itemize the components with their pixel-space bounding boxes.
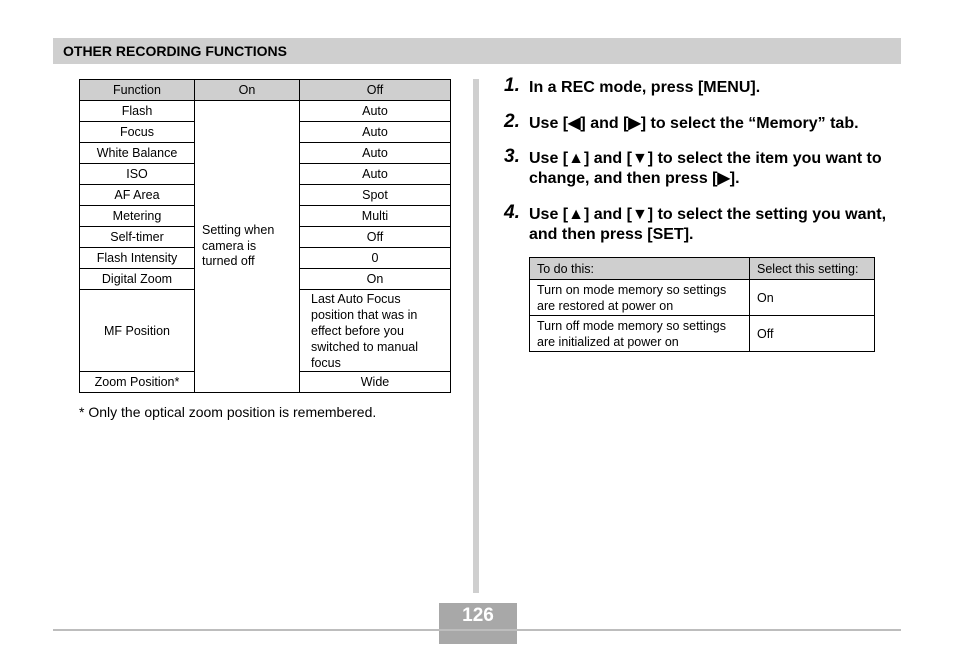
setting-cell: On [750,280,875,316]
off-cell: Spot [300,185,451,206]
column-header-action: To do this: [530,258,750,280]
step-number: 4. [504,202,520,223]
section-header: OTHER RECORDING FUNCTIONS [53,38,901,64]
column-header-setting: Select this setting: [750,258,875,280]
column-header-function: Function [80,80,195,101]
memory-table-header [530,258,875,280]
step-text: Use [▲] and [▼] to select the item you want to change, and then press [▶]. [529,150,882,187]
off-cell: Auto [300,143,451,164]
function-cell: Flash [80,101,195,122]
column-header-off: Off [300,80,451,101]
step-text: Use [▲] and [▼] to select the setting you want, and then press [SET]. [529,206,887,243]
off-cell: Wide [300,372,451,393]
function-cell: Metering [80,206,195,227]
off-cell: On [300,269,451,290]
off-cell: Last Auto Focus position that was in effect before you switched to manual focus [300,290,451,372]
off-cell: Auto [300,122,451,143]
function-cell: Zoom Position* [80,372,195,393]
off-cell: Multi [300,206,451,227]
table-row [80,101,451,122]
off-cell: Auto [300,164,451,185]
step-number: 1. [504,75,520,96]
step-number: 3. [504,146,520,167]
page-number-tab [439,631,517,644]
table-row [530,316,875,352]
function-table [79,79,451,393]
setting-cell: Off [750,316,875,352]
function-cell: MF Position [80,290,195,372]
footnote: * Only the optical zoom position is remembered. [79,404,377,420]
column-divider [473,79,479,593]
action-cell: Turn off mode memory so settings are initialized at power on [530,316,750,352]
column-header-on: On [195,80,300,101]
function-cell: Digital Zoom [80,269,195,290]
off-cell: Off [300,227,451,248]
off-cell: Auto [300,101,451,122]
function-cell: Flash Intensity [80,248,195,269]
action-cell: Turn on mode memory so settings are restored at power on [530,280,750,316]
function-cell: AF Area [80,185,195,206]
step-number: 2. [504,111,520,132]
memory-setting-table [529,257,875,352]
table-row [530,280,875,316]
function-cell: White Balance [80,143,195,164]
on-setting-cell: Setting when camera is turned off [195,101,300,393]
step-text: Use [◀] and [▶] to select the “Memory” tab. [529,115,859,132]
page-number: 126 [439,603,517,629]
function-cell: Focus [80,122,195,143]
function-cell: Self-timer [80,227,195,248]
step-text: In a REC mode, press [MENU]. [529,79,761,96]
function-cell: ISO [80,164,195,185]
function-table-header [80,80,451,101]
off-cell: 0 [300,248,451,269]
